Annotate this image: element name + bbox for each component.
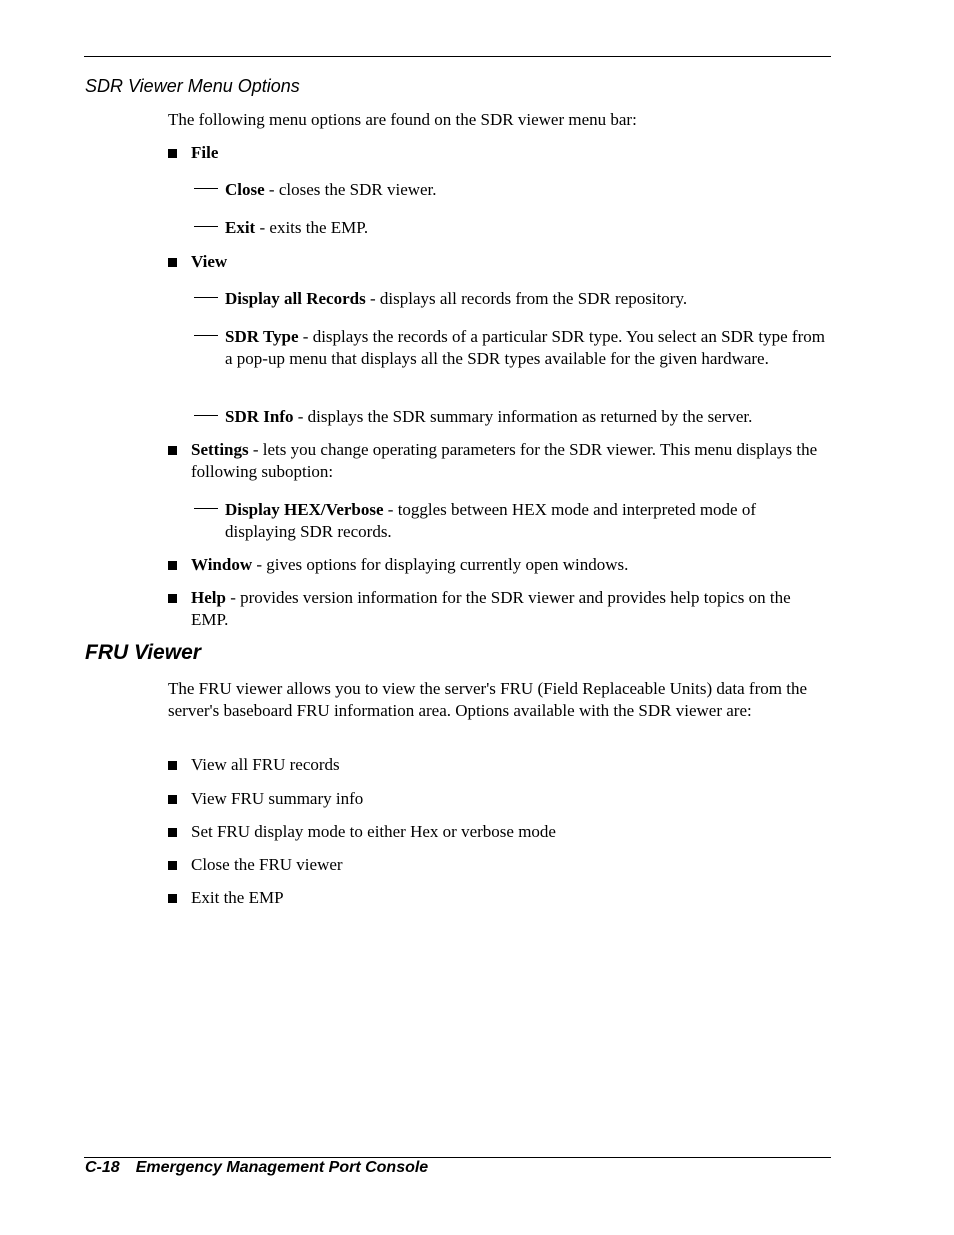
fru-item-text: View FRU summary info <box>191 789 364 808</box>
bullet-settings <box>168 439 828 482</box>
square-bullet-icon <box>168 594 177 603</box>
sdr-type-term: SDR Type <box>225 327 299 346</box>
dash-item-display-all <box>194 288 828 310</box>
dash-item-sdr-info <box>194 406 828 428</box>
sdr-type-desc: - displays the records of a particular SDR type. You select an SDR type from a pop-up menu that displays all the SDR types available for the given hardware. <box>225 327 825 368</box>
bullet-help <box>168 587 828 630</box>
sdr-info-term: SDR Info <box>225 407 294 426</box>
dash-item-sdr-type <box>194 326 828 369</box>
settings-desc: - lets you change operating parameters for the SDR viewer. This menu displays the following suboption: <box>191 440 818 481</box>
square-bullet-icon <box>168 795 177 804</box>
bullet-view <box>168 251 828 273</box>
fru-list-item <box>168 887 828 909</box>
dash-item-close <box>194 179 828 201</box>
fru-list-item <box>168 788 828 810</box>
dash-icon <box>194 297 218 298</box>
exit-desc: - exits the EMP. <box>255 218 369 237</box>
fru-item-text: Set FRU display mode to either Hex or verbose mode <box>191 822 556 841</box>
dash-icon <box>194 188 218 189</box>
header-rule <box>84 56 831 57</box>
square-bullet-icon <box>168 894 177 903</box>
footer-title: Emergency Management Port Console <box>135 1159 429 1176</box>
square-bullet-icon <box>168 828 177 837</box>
sdr-menu-options-heading: SDR Viewer Menu Options <box>85 76 300 96</box>
sdr-info-desc: - displays the SDR summary information as returned by the server. <box>293 407 753 426</box>
square-bullet-icon <box>168 258 177 267</box>
square-bullet-icon <box>168 149 177 158</box>
view-term: View <box>191 252 228 271</box>
display-hex-desc: - toggles between HEX mode and interpreted mode of displaying SDR records. <box>225 500 756 541</box>
display-all-term: Display all Records <box>225 289 366 308</box>
dash-item-exit <box>194 217 828 239</box>
dash-icon <box>194 415 218 416</box>
fru-item-text: View all FRU records <box>191 755 340 774</box>
footer-rule <box>84 1157 831 1158</box>
square-bullet-icon <box>168 446 177 455</box>
help-term: Help <box>191 588 226 607</box>
settings-term: Settings <box>191 440 249 459</box>
fru-item-text: Close the FRU viewer <box>191 855 343 874</box>
window-desc: - gives options for displaying currently open windows. <box>252 555 629 574</box>
dash-icon <box>194 335 218 336</box>
dash-icon <box>194 226 218 227</box>
close-term: Close <box>225 180 265 199</box>
file-term: File <box>191 143 219 162</box>
page-footer <box>85 1159 428 1177</box>
square-bullet-icon <box>168 861 177 870</box>
page-number: C-18 <box>85 1159 120 1176</box>
dash-icon <box>194 508 218 509</box>
fru-list-item <box>168 754 828 776</box>
fru-list-item <box>168 821 828 843</box>
window-term: Window <box>191 555 253 574</box>
bullet-file <box>168 142 828 164</box>
fru-intro-paragraph: The FRU viewer allows you to view the server's FRU (Field Replaceable Units) data from the server's baseboard FRU information area. Options available with the SDR viewer are: <box>168 679 807 720</box>
dash-item-display-hex <box>194 499 828 542</box>
fru-viewer-heading: FRU Viewer <box>85 641 201 664</box>
exit-term: Exit <box>225 218 256 237</box>
square-bullet-icon <box>168 561 177 570</box>
square-bullet-icon <box>168 761 177 770</box>
display-hex-term: Display HEX/Verbose <box>225 500 384 519</box>
bullet-window <box>168 554 828 576</box>
sdr-intro-paragraph: The following menu options are found on the SDR viewer menu bar: <box>168 110 637 129</box>
display-all-desc: - displays all records from the SDR repository. <box>365 289 688 308</box>
close-desc: - closes the SDR viewer. <box>264 180 437 199</box>
fru-item-text: Exit the EMP <box>191 888 284 907</box>
fru-list-item <box>168 854 828 876</box>
help-desc: - provides version information for the SDR viewer and provides help topics on the EMP. <box>191 588 791 629</box>
